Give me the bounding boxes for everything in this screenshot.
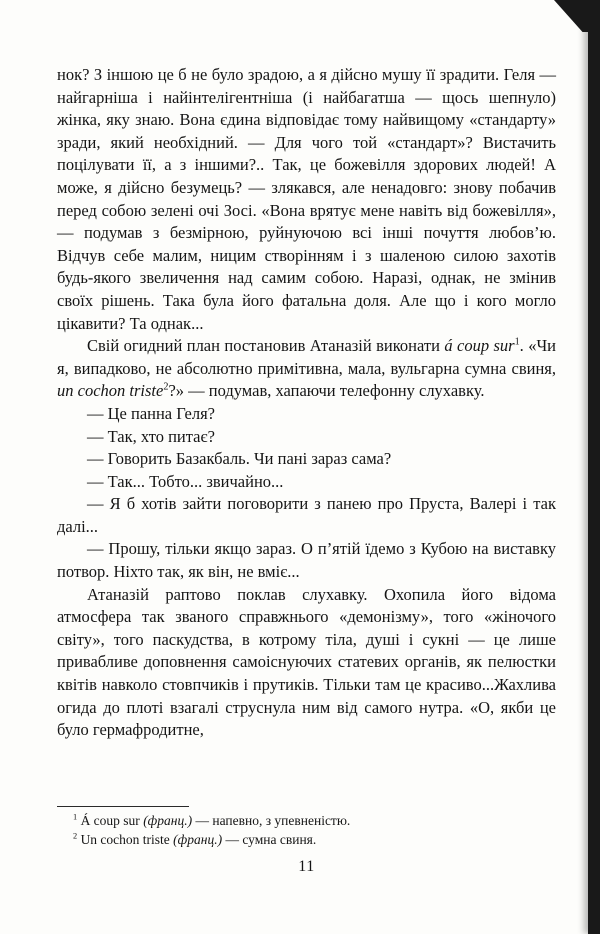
paragraph	[57, 448, 556, 471]
text-run: Á coup sur	[77, 813, 144, 828]
paragraph	[57, 335, 556, 403]
paragraph	[57, 64, 556, 335]
text-run: — Говорить Базакбаль. Чи пані зараз сама?	[87, 449, 392, 469]
text-run: un cochon triste	[57, 381, 164, 401]
page-number: 11	[298, 858, 315, 875]
text-run: — Це панна Геля?	[87, 403, 216, 423]
text-run: . «Чи я, випадково, не абсолютно примітивна, мала, вульгарна сумна свиня,	[57, 336, 556, 378]
footnote	[57, 831, 556, 850]
footnote-separator	[57, 806, 189, 807]
text-run: — Я б хотів зайти поговорити з панею про Пруста, Валері і так далі...	[57, 494, 556, 536]
text-run: 2	[163, 381, 169, 393]
paragraph	[57, 538, 556, 583]
paragraph	[57, 493, 556, 538]
text-run: á coup sur	[444, 336, 515, 356]
text-run: — напевно, з упевненістю.	[192, 813, 351, 828]
footnote-list	[57, 812, 556, 849]
footnotes	[57, 806, 556, 849]
scan-corner-shadow	[554, 0, 600, 32]
text-run: (франц.)	[143, 813, 193, 828]
text-run: нок? З іншою це б не було зрадою, а я дійсно мушу її зрадити. Геля — найгарніша і найінтелігентніша (і найбагатша — щось шепнуло) жінка, яку знаю. Вона єдина відповідає тому найвищому «стандарту» зради, який необхідний. — Для чого той «стандарт»? Вистачить поцілувати її, а з іншими?.. Так, це божевілля здорових людей! А може, я дійсно безумець? — злякався, але ненадовго: знову побачив перед собою зелені очі Зосі. «Вона врятує мене навіть від божевілля», — подумав з безмірною, руйнуючою всі інші почуття любов’ю. Відчув себе малим, ницим створінням і з шаленою силою захотів будь-якого звеличення над самим собою. Наразі, однак, не змінив своїх рішень. Така була його фатальна доля. Але що і кого могло цікавити? Та однак...	[57, 65, 556, 333]
footnote	[57, 812, 556, 831]
text-run: Un cochon triste	[77, 831, 174, 847]
text-run: 2	[73, 831, 78, 840]
text-run: (франц.)	[173, 831, 223, 847]
paragraph	[57, 584, 556, 742]
text-run: Атаназій раптово поклав слухавку. Охопила його відома атмосфера так званого справжнього «демонізму», того «жіночого світу», того паскудства, в котрому тіла, душі і сукні — це лише привабливе доповнення самоіснуючих статевих органів, як пелюстки квітів навколо стовпчиків і прутиків. Тільки там це красиво...Жахлива огида до плоті взагалі струснула ним від самого нутра. «О, якби це було гермафродитне,	[57, 584, 556, 740]
text-run: Свій огидний план постановив Атаназій виконати	[87, 336, 445, 356]
text-run: — Так, хто питає?	[87, 426, 215, 446]
scan-edge-shadow	[588, 0, 600, 934]
text-run: 1	[73, 812, 78, 822]
text-run: — Прошу, тільки якщо зараз. О п’ятій їдемо з Кубою на виставку потвор. Ніхто так, як він, не вміє...	[57, 539, 556, 582]
text-run: — Так... Тобто... звичайно...	[87, 471, 284, 491]
text-run: — сумна свиня.	[222, 831, 317, 847]
paragraph	[57, 471, 556, 494]
paragraph	[57, 403, 556, 426]
text-run: ?» — подумав, хапаючи телефонну слухавку.	[168, 381, 485, 401]
text-block	[57, 64, 556, 742]
text-run: 1	[514, 336, 520, 348]
paragraph	[57, 426, 556, 449]
